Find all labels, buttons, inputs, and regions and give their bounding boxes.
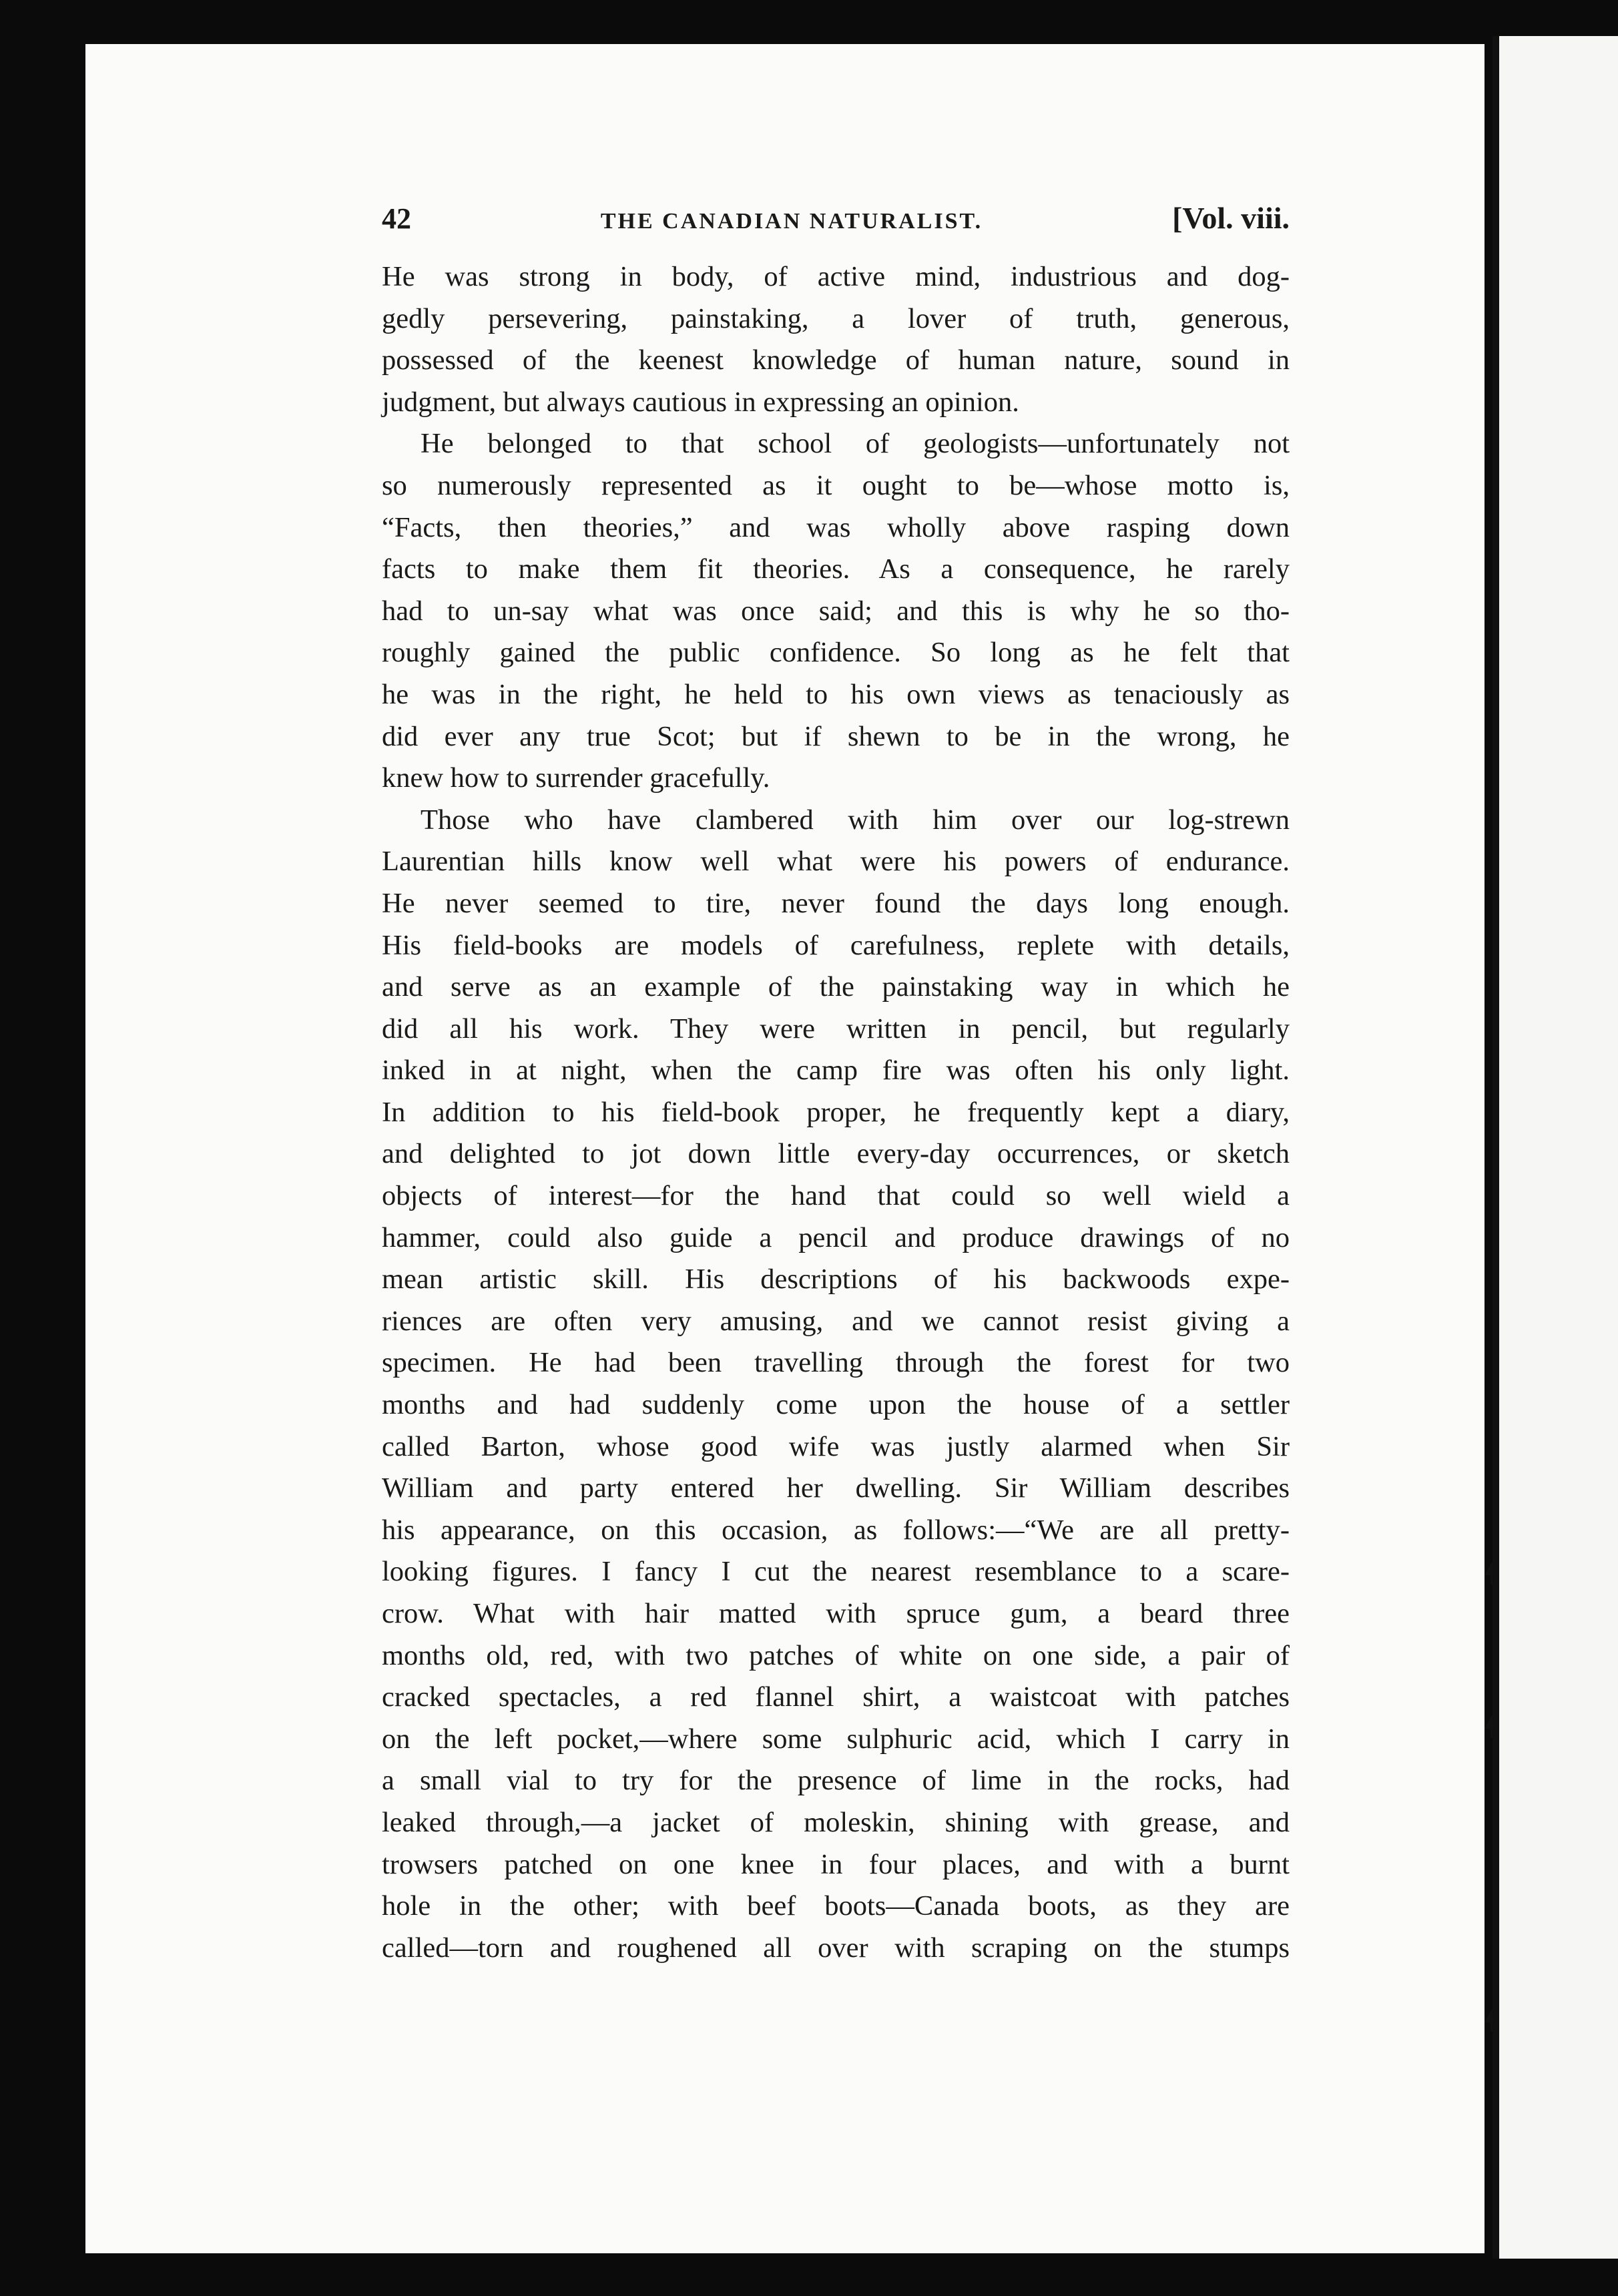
text-line: hammer, could also guide a pencil and produce drawings of no [382,1221,1290,1253]
text-line: His field-books are models of carefulness, replete with details, [382,929,1290,961]
text-line: trowsers patched on one knee in four places, and with a burnt [382,1848,1290,1880]
text-line: Laurentian hills know well what were his powers of endurance. [382,846,1290,878]
text-line: so numerously represented as it ought to be—whose motto is, [382,469,1290,501]
text-line: did all his work. They were written in pencil, but regularly [382,1013,1290,1045]
text-line: objects of interest—for the hand that could so well wield a [382,1180,1290,1212]
text-line: mean artistic skill. His descriptions of his backwoods expe- [382,1263,1290,1296]
text-line: a small vial to try for the presence of lime in the rocks, had [382,1765,1290,1797]
text-line: knew how to surrender gracefully. [382,762,770,794]
text-line: He was strong in body, of active mind, industrious and dog- [382,261,1290,292]
text-line: “Facts, then theories,” and was wholly above rasping down [382,511,1290,543]
text-line: called—torn and roughened all over with scraping on the stumps [382,1932,1290,1964]
text-line: possessed of the keenest knowledge of human nature, sound in [382,344,1290,376]
text-line: he was in the right, he held to his own views as tenaciously as [382,678,1290,710]
text-line: facts to make them fit theories. As a consequence, he rarely [382,553,1290,585]
running-title: THE CANADIAN NATURALIST. [600,209,983,234]
text-line: judgment, but always cautious in expressing an opinion. [382,386,1019,418]
text-line: and serve as an example of the painstaking way in which he [382,971,1290,1003]
text-line: Those who have clambered with him over our log-strewn [421,804,1290,836]
text-line: on the left pocket,—where some sulphuric acid, which I carry in [382,1723,1290,1755]
text-line: William and party entered her dwelling. Sir William describes [382,1472,1290,1504]
text-line: He belonged to that school of geologists—unfortunately not [421,428,1290,460]
volume-label: [Vol. viii. [1172,201,1290,235]
text-line: his appearance, on this occasion, as follows:—“We are all pretty- [382,1514,1290,1546]
text-line: had to un-say what was once said; and this is why he so tho- [382,595,1290,627]
text-line: inked in at night, when the camp fire was often his only light. [382,1055,1290,1087]
text-line: months old, red, with two patches of white on one side, a pair of [382,1639,1290,1671]
text-line: called Barton, whose good wife was justly alarmed when Sir [382,1430,1290,1462]
text-line: hole in the other; with beef boots—Canada boots, as they are [382,1890,1290,1922]
adjacent-page-edge [1493,36,1618,2259]
text-line: specimen. He had been travelling through the forest for two [382,1347,1290,1379]
text-line: crow. What with hair matted with spruce gum, a beard three [382,1598,1290,1629]
text-line: gedly persevering, painstaking, a lover of truth, generous, [382,302,1290,334]
text-line: He never seemed to tire, never found the days long enough. [382,887,1290,919]
binding-gutter [1493,36,1499,2259]
text-line: months and had suddenly come upon the house of a settler [382,1389,1290,1421]
text-line: cracked spectacles, a red flannel shirt, a waistcoat with patches [382,1681,1290,1713]
text-line: looking figures. I fancy I cut the nearest resemblance to a scare- [382,1556,1290,1588]
text-line: roughly gained the public confidence. So long as he felt that [382,637,1290,669]
text-line: and delighted to jot down little every-day occurrences, or sketch [382,1138,1290,1170]
page-content [382,200,1290,1969]
text-line: did ever any true Scot; but if shewn to be in the wrong, he [382,720,1290,752]
running-head [382,200,1290,247]
body-text [382,256,1290,1969]
text-line: In addition to his field-book proper, he frequently kept a diary, [382,1096,1290,1128]
page-number: 42 [382,202,411,235]
text-line: riences are often very amusing, and we cannot resist giving a [382,1305,1290,1337]
text-line: leaked through,—a jacket of moleskin, shining with grease, and [382,1806,1290,1838]
